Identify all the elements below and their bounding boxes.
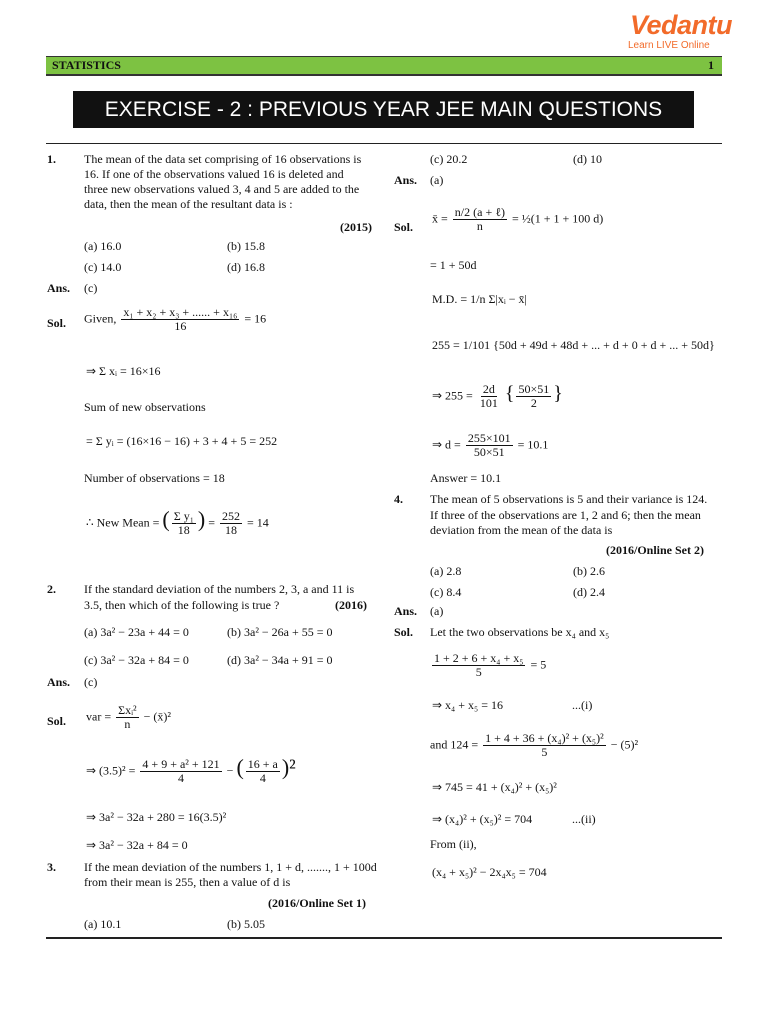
option: (c) 3a² − 32a + 84 = 0 <box>84 653 189 667</box>
question-year: (2015) <box>340 220 372 234</box>
option: (a) 2.8 <box>430 564 462 578</box>
exercise-banner: EXERCISE - 2 : PREVIOUS YEAR JEE MAIN QUESTIONS <box>73 91 694 128</box>
solution-label: Sol. <box>47 714 67 728</box>
answer-label: Ans. <box>47 675 71 689</box>
option: (a) 16.0 <box>84 239 122 253</box>
solution-text: Let the two observations be x₄ and x₅ <box>430 625 610 639</box>
question-year: (2016/Online Set 2) <box>606 543 704 557</box>
option: (b) 5.05 <box>227 917 265 931</box>
option: (d) 3a² − 34a + 91 = 0 <box>227 653 333 667</box>
option: (d) 2.4 <box>573 585 605 599</box>
equation: ⇒ (3.5)² = $\frac{\text{4 + 9 + a² + 121}}{4}$ − ( $\frac{16 + a}{4}$ )² <box>86 754 296 785</box>
solution-label: Sol. <box>394 625 414 639</box>
equation: and 124 = $\frac{\text{1 + 4 + 36 + (x₄)² + (x₅)²}}{5}$ − (5)² <box>430 731 639 759</box>
question-text: 16. If one of the observations valued 16 is deleted and <box>84 167 344 181</box>
header-bar <box>46 56 722 76</box>
equation-tag: ...(ii) <box>572 812 596 826</box>
answer-label: Ans. <box>394 604 418 618</box>
option: (a) 10.1 <box>84 917 122 931</box>
answer-value: (c) <box>84 675 98 689</box>
bottom-rule <box>46 937 722 939</box>
answer-value: (a) <box>430 604 444 618</box>
option: (d) 10 <box>573 152 602 166</box>
question-number: 1. <box>47 152 56 166</box>
question-year: (2016) <box>335 598 367 612</box>
answer-label: Ans. <box>394 173 418 187</box>
equation: $\frac{\text{1 + 2 + 6 + x₄ + x₅}}{5}$ = 5 <box>434 651 547 679</box>
equation: = Σ yᵢ = (16×16 − 16) + 3 + 4 + 5 = 252 <box>86 434 278 448</box>
question-text: three new observations valued 3, 4 and 5 are added to the <box>84 182 360 196</box>
answer-label: Ans. <box>47 281 71 295</box>
solution-text: Answer = 10.1 <box>430 471 502 485</box>
option: (d) 16.8 <box>227 260 265 274</box>
option: (a) 3a² − 23a + 44 = 0 <box>84 625 189 639</box>
question-number: 2. <box>47 582 56 596</box>
equation: ⇒ 3a² − 32a + 280 = 16(3.5)² <box>86 810 227 824</box>
subject-title: STATISTICS <box>52 58 121 72</box>
solution-text: Number of observations = 18 <box>84 471 225 485</box>
option: (c) 14.0 <box>84 260 122 274</box>
question-year: (2016/Online Set 1) <box>268 896 366 910</box>
option: (c) 8.4 <box>430 585 462 599</box>
question-text: The mean of 5 observations is 5 and their variance is 124. <box>430 492 708 506</box>
solution-label: Sol. <box>394 220 414 234</box>
question-text: 3.5, then which of the following is true ? <box>84 598 280 612</box>
question-text: data, then the mean of the resultant data is : <box>84 197 293 211</box>
equation: ⇒ x₄ + x₅ = 16 <box>432 698 503 712</box>
answer-value: (a) <box>430 173 444 187</box>
solution-label: Sol. <box>47 316 67 330</box>
question-number: 3. <box>47 860 56 874</box>
equation: M.D. = 1/n Σ|xᵢ − x̄| <box>432 292 527 306</box>
equation: var = $\frac{\text{Σxᵢ²}}{n}$ − (x̄)² <box>86 703 171 731</box>
question-text: from their mean is 255, then a value of d is <box>84 875 291 889</box>
equation: (x₄ + x₅)² − 2x₄x₅ = 704 <box>432 865 547 879</box>
equation: = 1 + 50d <box>430 258 477 272</box>
question-text: If the standard deviation of the numbers 2, 3, a and 11 is <box>84 582 355 596</box>
solution-text: From (ii), <box>430 837 477 851</box>
question-text: deviation from the mean of the data is <box>430 523 613 537</box>
equation: ⇒ 3a² − 32a + 84 = 0 <box>86 838 188 852</box>
answer-value: (c) <box>84 281 98 295</box>
page-number: 1 <box>708 58 714 72</box>
option: (b) 3a² − 26a + 55 = 0 <box>227 625 333 639</box>
question-text: If three of the observations are 1, 2 and 6; then the mean <box>430 508 701 522</box>
equation: Given, $\frac{\text{x₁ + x₂ + x₃ + ...... + x₁₆}}{16}$ = 16 <box>84 305 267 333</box>
question-text: The mean of the data set comprising of 16 observations is <box>84 152 362 166</box>
question-text: If the mean deviation of the numbers 1, 1 + d, ......., 1 + 100d <box>84 860 377 874</box>
equation: ⇒ d = $\frac{255\times 101}{50\times 51}$ = 10.1 <box>432 431 549 459</box>
equation-tag: ...(i) <box>572 698 593 712</box>
option: (b) 2.6 <box>573 564 605 578</box>
equation: ∴ New Mean = ( $\frac{\text{Σ y₁}}{18}$ ) = $\frac{252}{18}$ = 14 <box>86 506 269 537</box>
equation: ⇒ Σ xᵢ = 16×16 <box>86 364 161 378</box>
equation: ⇒ 745 = 41 + (x₄)² + (x₅)² <box>432 780 557 794</box>
question-number: 4. <box>394 492 403 506</box>
vedantu-logo: Vedantu <box>630 10 733 40</box>
option: (b) 15.8 <box>227 239 265 253</box>
equation: ⇒ 255 = $\frac{2d}{101}$ { $\frac{50\times 51}{2}$ } <box>432 382 563 410</box>
equation: x̄ = $\frac{\text{n/2 (a + ℓ)}}{n}$ = ½(1 + 1 + 100 d) <box>432 205 604 233</box>
option: (c) 20.2 <box>430 152 468 166</box>
solution-text: Sum of new observations <box>84 400 206 414</box>
equation: 255 = 1/101 {50d + 49d + 48d + ... + d + 0 + d + ... + 50d} <box>432 338 715 352</box>
equation: ⇒ (x₄)² + (x₅)² = 704 <box>432 812 533 826</box>
top-rule <box>46 143 722 144</box>
logo-tagline: Learn LIVE Online <box>628 40 710 51</box>
